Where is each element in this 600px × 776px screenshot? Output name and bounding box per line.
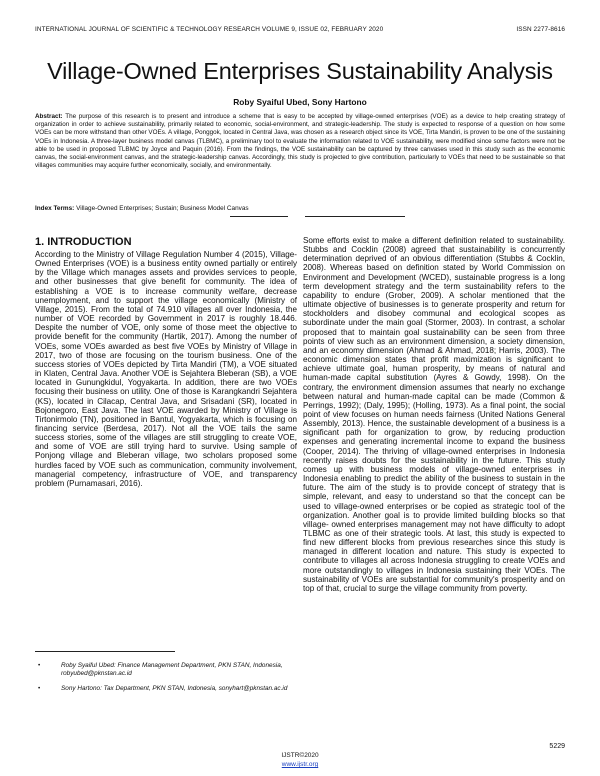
- abstract: [35, 113, 565, 170]
- left-column: [35, 236, 297, 488]
- footnote-divider: [35, 651, 175, 652]
- section-heading-introduction: 1. INTRODUCTION: [35, 236, 132, 248]
- issn-label: ISSN 2277-8616: [516, 26, 565, 33]
- journal-header: INTERNATIONAL JOURNAL OF SCIENTIFIC & TECHNOLOGY RESEARCH VOLUME 9, ISSUE 02, FEBRUARY 2020: [35, 26, 384, 33]
- index-terms-text: Village-Owned Enterprises; Sustain; Business Model Canvas: [74, 205, 249, 212]
- intro-paragraph-right: Some efforts exist to make a different definition related to sustainability. Stubbs and Cocklin (2008) agreed that sustainability is concurrently determination deprived of an obvious differentiation (Stubbs & Cocklin, 2008). Whereas based on definition stated by World Commission on Environment and Development (WCED), sustainable progress is a long term development strategy and the term sustainability refers to the capability to endure (Grober, 2009). A scholar mentioned that the ultimate objective of businesses is to generate prosperity and return for stockholders and disobey communal and ecological scopes as subordinate under the main goal (Stormer, 2003). In contrast, a scholar proposed that to maintain goal sustainability can be seen from three points of view such as an environment dimension, a society dimension, and an economy dimension (Ahmad & Ahmad, 2018; Harris, 2003). The economic dimension states that profit maximization is significant to achieve ultimate goal, human prosperity, by means of natural and human-made capital substitution (Ayres & Gowdy, 1998). On the contrary, the environment dimension assumes that nearly no exchange between natural and human-made capital can be made (Common & Perrings, 1992); (Daly, 1995); (Holling, 1973). As a final point, the social point of view focuses on human needs fairness (United Nations General Assembly, 2013). Hence, the sustainable development of a business is a significant path for organization to grow, by reducing production expenses and generating incremental income to expand the business (Cooper, 2014). The thriving of village-owned enterprises in Indonesia recently raises doubts for the sustainability in the future. This study comes up with business models of village-owned enterprises in Indonesia enabling to predict the ability of the business to sustain in the future. The aim of the study is to provide concept of strategy that is simple, relevant, and easy to understand so that the concept can be used to village-owned enterprises or be copied as strategic tool of the organization. Another goal is to provide limited building blocks so that village- owned enterprises management may not have difficulty to adopt TLBMC as one of their strategic tools. At last, this study is expected to find new different blocks from previous researches since this study is managed in different location and nature. This study is expected to contribute to villages all across Indonesia struggling to create VOEs and more outstandingly to villages in Indonesia sustaining their VOEs. The sustainability of VOEs are substantial for community's prosperity and on top of that, crucial to surge the village community from poverty.: [303, 236, 565, 593]
- page-number: 5229: [549, 743, 565, 750]
- footnote-text: Roby Syaiful Ubed: Finance Management Department, PKN STAN, Indonesia, robyubed@pknstan.ac.id: [61, 662, 283, 677]
- abstract-text: The purpose of this research is to present and introduce a scheme that is easy to be accepted by village-owned enterprises (VOE) as a device to help creating strategy of organization in order to achieve sustainability, primarily related to economic, social-environment, and strategic-leadership. The study is expected to response of a question on how some VOEs can be more withstand than other VOEs. A village, Ponggok, located in Central Java, was chosen as a research object since its VOE, Tirta Mandiri, is proven to be one of the sustaining VOEs in Indonesia. A three-layer business model canvas (TLBMC), a preliminary tool to evaluate the information related to VOE sustainability, were modified since some factors were not be able to be used in proposed TLBMC by Joyce and Paquin (2016). From the findings, the VOE sustainability can be captured by three canvases used in this study such as the economic canvas, the social-environment canvas, and the strategic-leadership canvas. Accordingly, this study is projected to give contribution, particularly to VOEs that need to be sustainable so that villages communities may acquire further economically, socially, and environmentally.: [35, 113, 565, 170]
- abstract-label: Abstract:: [35, 113, 63, 120]
- footnote-2: [35, 685, 290, 693]
- authors: Roby Syaiful Ubed, Sony Hartono: [233, 97, 367, 107]
- index-terms-label: Index Terms:: [35, 205, 75, 212]
- footer-url-link[interactable]: www.ijstr.org: [281, 761, 319, 768]
- bullet-icon: •: [38, 662, 41, 669]
- right-column: [303, 236, 565, 593]
- divider-left: [230, 216, 288, 217]
- footer-copyright: IJSTR©2020: [281, 752, 319, 759]
- footnote-1: [35, 662, 290, 678]
- footnote-text: Sony Hartono: Tax Department, PKN STAN, Indonesia, sonyhart@pknstan.ac.id: [61, 685, 288, 692]
- divider-right: [305, 216, 405, 217]
- index-terms: [35, 205, 565, 212]
- intro-paragraph-left: According to the Ministry of Village Regulation Number 4 (2015), Village-Owned Enterprises (VOE) is a business entity owned partially or entirely by the Village which manages assets and provides services to people, and other businesses that give benefit for community. The idea of establishing a VOE is to increase community welfare, decrease unemployment, and to support the village economically (Ministry of Village, 2015). From the total of 74.910 villages all over Indonesia, the number of VOE recorded by Government in 2017 is roughly 18.446. Despite the number of VOE, only some of those meet the objective to provide benefit for the community (Hartik, 2017). Among the number of VOEs, some VOEs awarded as best five VOEs by Ministry of Village in 2017, two of those are focusing on the tourism business. One of the success stories of VOEs depicted by Tirta Mandiri (TM), a VOE situated in Klaten, Central Java. Another VOE is Sejahtera Bleberan (SB), a VOE located in Gunungkidul, Yogyakarta. In addition, there are two VOEs focusing their business on utility. One of those is Karangkandri Sejahtera (KS), located in Cilacap, Central Java, and Srisadani (SR), located in Bojonegoro, East Java. The last VOE awarded by Ministry of Village is Tirtonirmolo (TN), positioned in Bantul, Yogyakarta, which is focusing on financing service (Berdesa, 2017). Not all the VOE tails the same success stories, some of the villages are still struggling to create VOE, and some of VOE are still trying hard to survive. Using sample of Ponjong village and Bleberan village, two scholars proposed some hurdles faced by VOE such as communication, community involvement, managerial competency, infrastructure of VOE, and transparency problem (Purnamasari, 2016).: [35, 250, 297, 488]
- bullet-icon: •: [38, 685, 41, 692]
- paper-title: Village-Owned Enterprises Sustainability Analysis: [47, 58, 553, 84]
